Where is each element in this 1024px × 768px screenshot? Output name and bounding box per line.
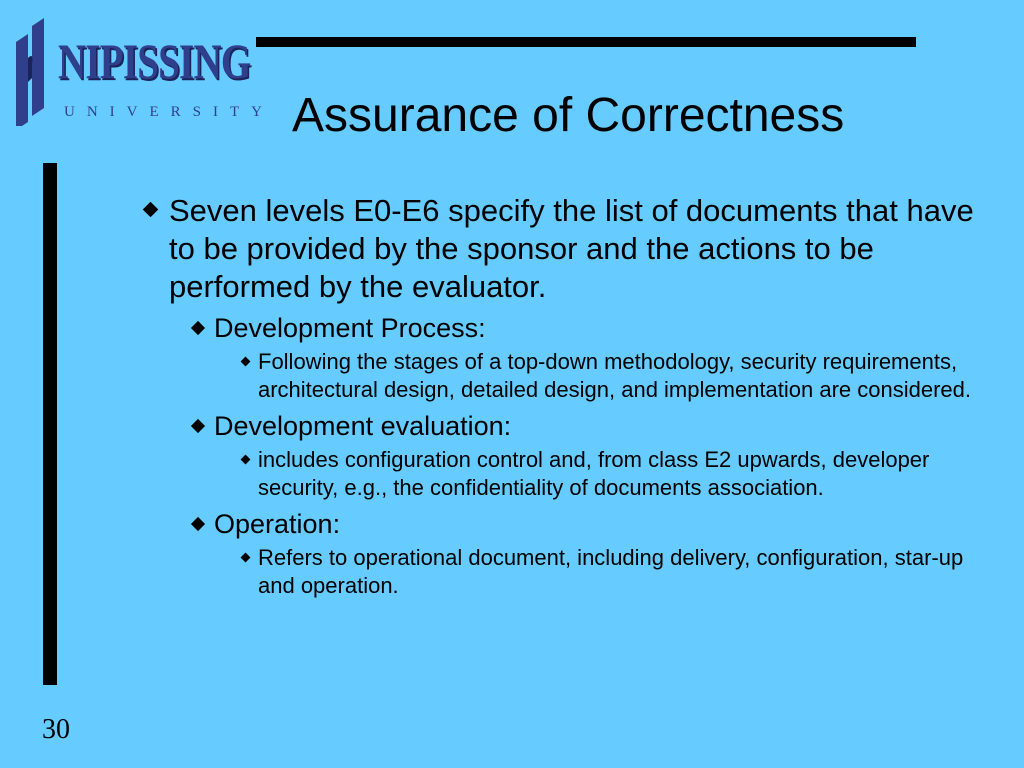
section-detail: Following the stages of a top-down methodology, security requirements, architectural design, detailed design, and implementation are considered. (258, 349, 971, 402)
top-divider (256, 37, 916, 47)
diamond-bullet-icon (232, 446, 258, 502)
logo-emblem-icon (12, 18, 52, 126)
page-number: 30 (42, 714, 70, 745)
main-point-text: Seven levels E0-E6 specify the list of documents that have to be provided by the sponsor and the actions to be performed by the evaluator. (169, 193, 974, 304)
diamond-bullet-icon (182, 410, 214, 443)
section-detail: Refers to operational document, including delivery, configuration, star-up and operation. (258, 545, 964, 598)
diamond-bullet-icon (232, 348, 258, 404)
section-detail: includes configuration control and, from class E2 upwards, developer security, e.g., the confidentiality of documents association. (258, 447, 930, 500)
slide-content (132, 192, 992, 600)
detail-bullet-point (232, 446, 992, 502)
diamond-bullet-icon (132, 192, 169, 306)
sub-bullet-point (182, 410, 992, 443)
section-heading: Development Process: (214, 313, 486, 343)
sub-bullet-point (182, 508, 992, 541)
sub-bullet-point (182, 312, 992, 345)
detail-bullet-point (232, 544, 992, 600)
university-logo (12, 14, 274, 126)
logo-wordmark: NIPISSING (58, 33, 251, 89)
detail-bullet-point (232, 348, 992, 404)
section-heading: Operation: (214, 509, 341, 539)
slide-title: Assurance of Correctness (292, 89, 845, 142)
main-bullet-point (132, 192, 992, 306)
diamond-bullet-icon (182, 312, 214, 345)
diamond-bullet-icon (232, 544, 258, 600)
left-divider (43, 163, 57, 685)
section-heading: Development evaluation: (214, 411, 512, 441)
logo-subtitle: UNIVERSITY (64, 104, 274, 120)
diamond-bullet-icon (182, 508, 214, 541)
